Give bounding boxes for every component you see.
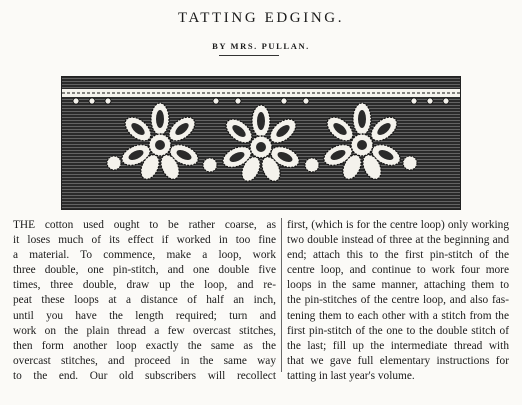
text-line: end; attach this to the first pin-stitch of the <box>287 249 509 262</box>
text-line: that we gave full elementary instructions for <box>287 354 509 367</box>
text-line: work on the plain thread a few overcast stitches, <box>13 324 276 337</box>
article-title: TATTING EDGING. <box>177 10 345 26</box>
text-line: loops in the same manner, attaching them to <box>287 279 509 292</box>
text-line: centre loop, and continue to work four more <box>287 264 509 277</box>
author-byline: BY MRS. PULLAN. <box>212 41 310 51</box>
text-line: tening them to each other with a stitch from the <box>287 309 509 322</box>
text-line: THE cotton used ought to be rather coarse, as <box>13 219 276 231</box>
text-line: first pin-stitch of the one to the double stitch of <box>287 324 509 337</box>
text-line: then form another loop exactly the same as the <box>13 339 276 352</box>
text-line: two double instead of three at the beginning and <box>287 234 509 247</box>
text-line: it loses much of its effect if worked in too fine <box>13 234 276 247</box>
text-line: the pin-stitches of the centre loop, and also fas- <box>287 294 509 307</box>
text-line: first, (which is for the centre loop) only working <box>287 219 509 231</box>
text-line: a material. To commence, make a loop, work <box>13 249 276 262</box>
article-body-right-column <box>287 218 509 384</box>
tatting-edging-illustration <box>61 76 461 210</box>
text-line: the last; fill up the intermediate thread with <box>287 339 509 352</box>
text-line: overcast stitches, and proceed in the same way <box>13 354 276 367</box>
title-rule <box>219 55 279 56</box>
column-divider <box>281 218 282 372</box>
text-line: until you have the length required; turn and <box>13 309 276 322</box>
text-line: to the end. Our old subscribers will recollect <box>13 369 276 382</box>
text-line: three double, one pin-stitch, and one double five <box>13 264 276 277</box>
article-body-left-column <box>13 218 276 384</box>
text-line: peat these loops at a distance of half an inch, <box>13 294 276 307</box>
text-line: times, three double, draw up the loop, and re- <box>13 279 276 292</box>
text-line: tatting in last year's volume. <box>287 369 415 382</box>
